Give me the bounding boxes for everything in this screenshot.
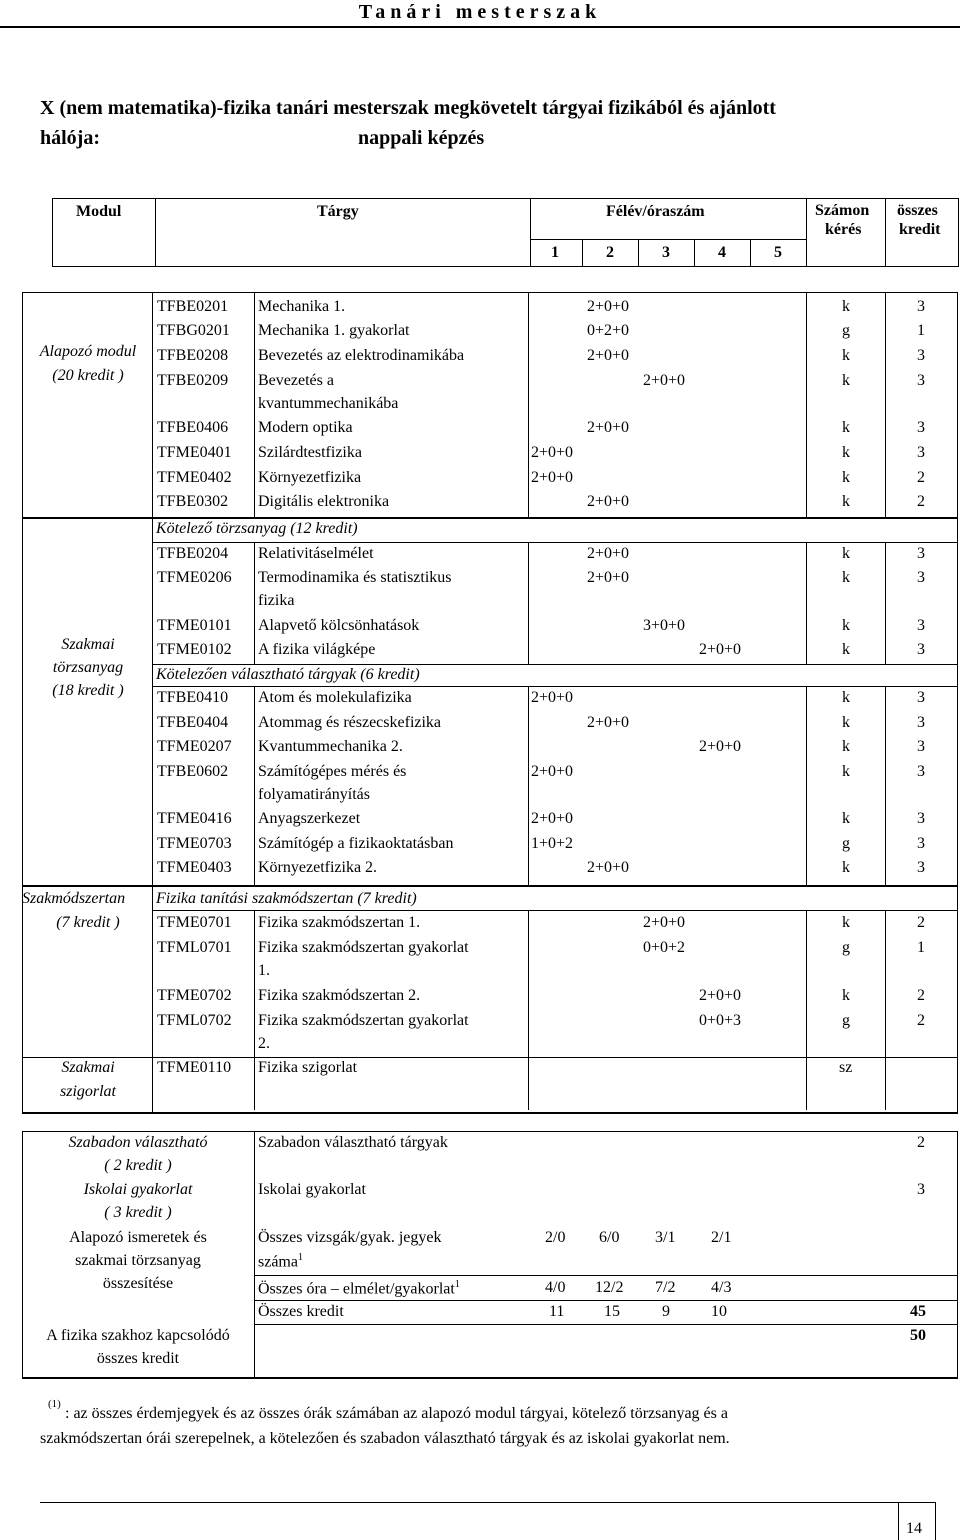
course-credit: 2 [917,469,925,486]
summary-kredit-total: 45 [910,1303,926,1320]
course-exam: k [842,987,850,1004]
course-exam: g [842,1012,850,1029]
course-hours: 2+0+0 [531,444,574,461]
header-semester-2: 2 [606,244,614,261]
course-name: Bevezetés a [258,372,334,389]
header-osszes-1: összes [897,202,938,219]
running-header: Tanári mesterszak [358,1,602,23]
header-semester-3: 3 [662,244,670,261]
summary-kredit-value: 10 [711,1303,727,1320]
footnote-line1: : az összes érdemjegyek és az összes órák számában az alapozó modul tárgyai, kötelező törzsanyag és a [65,1405,728,1422]
module-szakmodszertan-label: Szakmódszertan [22,890,126,907]
header-modul: Modul [76,203,122,220]
course-credit: 3 [917,444,925,461]
course-exam: k [842,298,850,315]
course-hours: 2+0+0 [531,689,574,706]
course-exam: g [842,322,850,339]
course-exam: k [842,469,850,486]
course-exam: k [842,419,850,436]
summary-vizsga-value: 3/1 [655,1229,676,1246]
course-credit: 3 [917,545,925,562]
summary-kredit-value: 9 [662,1303,670,1320]
summary-fizika-label: A fizika szakhoz kapcsolódó [46,1327,230,1344]
course-code: TFME0207 [157,738,232,755]
course-hours: 2+0+0 [587,714,630,731]
course-hours: 1+0+2 [531,835,574,852]
summary-kredit-value: 15 [604,1303,620,1320]
summary-alapozo-label-2: szakmai törzsanyag [75,1252,201,1269]
footnote-mark: (1) [48,1398,61,1410]
summary-alapozo-label: Alapozó ismeretek és [69,1229,207,1246]
course-credit: 2 [917,1012,925,1029]
header-szamonkeres-2: kérés [825,221,862,238]
course-hours: 2+0+0 [643,372,686,389]
course-name-line2: fizika [258,592,295,609]
course-name: Fizika szakmódszertan gyakorlat [258,1012,469,1029]
summary-ora-label: Összes óra – elmélet/gyakorlat$^1$ [258,1279,460,1298]
course-code: TFBE0302 [157,493,229,510]
course-hours: 2+0+0 [699,738,742,755]
course-credit: 3 [917,347,925,364]
summary-szabadon-name: Szabadon választható tárgyak [258,1134,448,1151]
course-name: Fizika szigorlat [258,1059,358,1076]
summary-vizsga-value: 2/1 [711,1229,732,1246]
course-code: TFME0110 [157,1059,232,1076]
section-fizika-tanitasi: Fizika tanítási szakmódszertan (7 kredit) [156,890,417,907]
course-code: TFME0701 [157,914,232,931]
course-credit: 3 [917,738,925,755]
course-code: TFBE0208 [157,347,229,364]
course-exam: k [842,810,850,827]
summary-kredit-value: 11 [549,1303,565,1320]
course-hours: 2+0+0 [531,469,574,486]
page-title-line2-right: nappali képzés [358,127,485,149]
module-alapozo-label: Alapozó modul [39,343,137,360]
header-szamonkeres-1: Számon [815,202,870,219]
course-name: Mechanika 1. gyakorlat [258,322,410,339]
course-code: TFME0403 [157,859,232,876]
header-semester-5: 5 [774,244,782,261]
course-hours: 2+0+0 [699,987,742,1004]
module-szakmai-label-2: törzsanyag [52,659,124,676]
summary-ora-value: 12/2 [595,1279,624,1296]
course-credit: 2 [917,914,925,931]
course-exam: k [842,738,850,755]
course-name: Fizika szakmódszertan gyakorlat [258,939,469,956]
course-hours: 0+2+0 [587,322,630,339]
summary-iskolai-value: 3 [917,1181,925,1198]
module-alapozo-credit: (20 kredit ) [52,367,124,384]
course-hours: 0+0+3 [699,1012,742,1029]
course-name: Atom és molekulafizika [258,689,412,706]
course-hours: 2+0+0 [587,859,630,876]
course-exam: k [842,914,850,931]
summary-vizsga-label: Összes vizsgák/gyak. jegyek [258,1229,442,1246]
course-exam: k [842,493,850,510]
course-exam: k [842,372,850,389]
module-szakmai-credit: (18 kredit ) [52,682,124,699]
course-name: Fizika szakmódszertan 1. [258,914,421,931]
course-hours: 2+0+0 [531,810,574,827]
summary-iskolai-name: Iskolai gyakorlat [258,1181,366,1198]
course-credit: 3 [917,641,925,658]
course-name-line2: 2. [258,1035,270,1052]
course-exam: k [842,763,850,780]
course-name-line2: 1. [258,962,270,979]
summary-ora-value: 4/0 [545,1279,566,1296]
course-credit: 3 [917,859,925,876]
course-hours: 2+0+0 [587,347,630,364]
course-code: TFME0702 [157,987,232,1004]
footnote-ref: 1 [297,1252,303,1263]
course-hours: 2+0+0 [587,545,630,562]
course-exam: k [842,569,850,586]
module-szigorlat-label-2: szigorlat [59,1083,116,1100]
course-credit: 3 [917,617,925,634]
course-name: Modern optika [258,419,353,436]
course-credit: 3 [917,419,925,436]
course-credit: 2 [917,493,925,510]
header-targy: Tárgy [317,203,359,220]
course-credit: 2 [917,987,925,1004]
course-exam: k [842,444,850,461]
section-kotelezoen-valaszthato: Kötelezően választható tárgyak (6 kredit) [156,666,420,683]
course-hours: 2+0+0 [699,641,742,658]
course-code: TFBG0201 [157,322,230,339]
course-hours: 3+0+0 [643,617,686,634]
course-code: TFBE0410 [157,689,229,706]
summary-iskolai-credit: ( 3 kredit ) [104,1204,172,1221]
course-exam: g [842,835,850,852]
course-name-line2: folyamatirányítás [258,786,370,803]
course-name: Mechanika 1. [258,298,346,315]
course-code: TFBE0204 [157,545,229,562]
module-szakmodszertan-credit: (7 kredit ) [56,914,120,931]
header-rule [0,26,960,28]
summary-vizsga-value: 2/0 [545,1229,566,1246]
course-code: TFME0416 [157,810,232,827]
summary-fizika-label-2: összes kredit [96,1350,180,1367]
course-code: TFME0206 [157,569,232,586]
course-name: Környezetfizika 2. [258,859,378,876]
footnote-ref: 1 [454,1279,460,1290]
course-name: Kvantummechanika 2. [258,738,403,755]
course-code: TFML0702 [157,1012,232,1029]
course-exam: k [842,641,850,658]
course-exam: k [842,714,850,731]
course-hours: 2+0+0 [643,914,686,931]
course-credit: 3 [917,298,925,315]
course-hours: 0+0+2 [643,939,686,956]
summary-iskolai-label: Iskolai gyakorlat [83,1181,193,1198]
course-code: TFME0101 [157,617,232,634]
summary-vizsga-label-2: száma$^1$ [258,1252,303,1271]
course-credit: 1 [917,322,925,339]
module-szakmai-label: Szakmai [61,636,115,653]
course-exam: k [842,545,850,562]
course-code: TFBE0201 [157,298,229,315]
course-name: Szilárdtestfizika [258,444,362,461]
summary-fizika-total: 50 [910,1327,926,1344]
course-name: Termodinamika és statisztikus [258,569,452,586]
course-name: Környezetfizika [258,469,362,486]
course-credit: 3 [917,835,925,852]
course-credit: 3 [917,763,925,780]
course-name: Atommag és részecskefizika [258,714,442,731]
course-exam: k [842,689,850,706]
course-code: TFBE0406 [157,419,229,436]
page-title-line1: X (nem matematika)-fizika tanári mesterszak megkövetelt tárgyai fizikából és ajánlott [40,97,776,119]
course-code: TFBE0209 [157,372,229,389]
summary-kredit-label: Összes kredit [258,1303,344,1320]
course-exam: k [842,617,850,634]
course-code: TFME0102 [157,641,232,658]
summary-ora-value: 4/3 [711,1279,732,1296]
course-hours: 2+0+0 [531,763,574,780]
header-osszes-2: kredit [899,221,941,238]
course-name: Számítógép a fizikaoktatásban [258,835,454,852]
header-felev: Félév/óraszám [606,203,705,220]
course-credit: 3 [917,372,925,389]
course-name: Bevezetés az elektrodinamikába [258,347,465,364]
summary-szabadon-value: 2 [917,1134,925,1151]
page-number: 14 [906,1520,922,1537]
header-semester-1: 1 [551,244,559,261]
summary-ora-value: 7/2 [655,1279,676,1296]
course-name: Anyagszerkezet [258,810,361,827]
course-credit: 1 [917,939,925,956]
summary-szabadon-label: Szabadon választható [68,1134,208,1151]
course-name-line2: kvantummechanikába [258,395,399,412]
course-exam: g [842,939,850,956]
course-code: TFME0401 [157,444,232,461]
course-hours: 2+0+0 [587,298,630,315]
course-exam: k [842,859,850,876]
course-name: Alapvető kölcsönhatások [258,617,420,634]
course-code: TFBE0602 [157,763,229,780]
course-credit: 3 [917,689,925,706]
course-code: TFME0703 [157,835,232,852]
module-szigorlat-label: Szakmai [61,1059,115,1076]
course-name: Fizika szakmódszertan 2. [258,987,421,1004]
course-name: A fizika világképe [258,641,376,658]
course-hours: 2+0+0 [587,419,630,436]
summary-vizsga-value: 6/0 [599,1229,620,1246]
course-exam: k [842,347,850,364]
course-code: TFBE0404 [157,714,229,731]
header-semester-4: 4 [718,244,726,261]
footnote-line2: szakmódszertan órái szerepelnek, a kötelezően és szabadon választható tárgyak és az iskolai gyakorlat nem. [40,1430,730,1447]
course-code: TFME0402 [157,469,232,486]
section-kotelezo: Kötelező törzsanyag (12 kredit) [156,520,358,537]
course-name: Digitális elektronika [258,493,390,510]
course-code: TFML0701 [157,939,232,956]
course-hours: 2+0+0 [587,569,630,586]
course-hours: 2+0+0 [587,493,630,510]
course-credit: 3 [917,810,925,827]
summary-szabadon-credit: ( 2 kredit ) [104,1157,172,1174]
course-credit: 3 [917,714,925,731]
summary-alapozo-label-3: összesítése [102,1275,174,1292]
course-name: Relativitáselmélet [258,545,374,562]
course-exam: sz [839,1059,853,1076]
course-name: Számítógépes mérés és [258,763,407,780]
page-title-line2-left: hálója: [40,127,100,149]
course-credit: 3 [917,569,925,586]
